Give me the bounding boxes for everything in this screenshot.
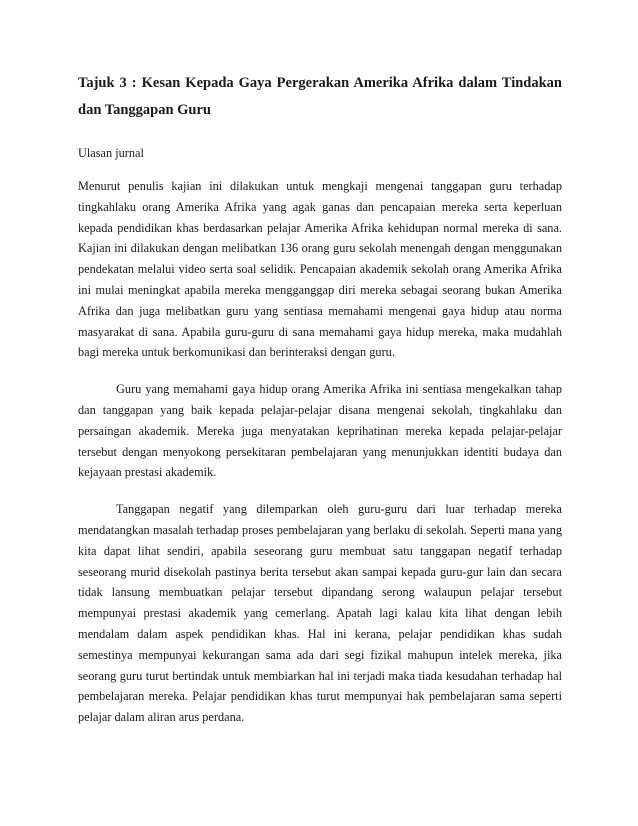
document-page bbox=[78, 70, 562, 728]
document-title: Tajuk 3 : Kesan Kepada Gaya Pergerakan Amerika Afrika dalam Tindakan dan Tanggapan Guru bbox=[78, 75, 562, 118]
paragraph-2: Guru yang memahami gaya hidup orang Amerika Afrika ini sentiasa mengekalkan tahap dan tanggapan yang baik kepada pelajar-pelajar disana mengenai sekolah, tingkahlaku dan persaingan akademik. Mereka juga menyatakan keprihatinan mereka kepada pelajar-pelajar tersebut dengan menyokong persekitaran pembelajaran yang menunjukkan identiti budaya dan kejayaan prestasi akademik. bbox=[78, 382, 562, 480]
paragraph-3: Tanggapan negatif yang dilemparkan oleh guru-guru dari luar terhadap mereka mendatangkan masalah terhadap proses pembelajaran yang berlaku di sekolah. Seperti mana yang kita dapat lihat sendiri, apabila seseorang guru membuat satu tanggapan negatif terhadap seseorang murid disekolah pastinya berita tersebut akan sampai kepada guru-gur lain dan secara tidak lansung membuatkan pelajar tersebut dipandang serong walaupun pelajar tersebut mempunyai prestasi akademik yang cemerlang. Apatah lagi kalau kita lihat dengan lebih mendalam dalam aspek pendidikan khas. Hal ini kerana, pelajar pendidikan khas sudah semestinya mempunyai kekurangan sama ada dari segi fizikal mahupun intelek mereka, jika seorang guru turut bertindak untuk membiarkan hal ini terjadi maka tiada kesudahan terhadap hal pembelajaran mereka. Pelajar pendidikan khas turut mempunyai hak pembelajaran sama seperti pelajar dalam aliran arus perdana. bbox=[78, 502, 562, 725]
section-subheading: Ulasan jurnal bbox=[78, 146, 144, 160]
paragraph-1: Menurut penulis kajian ini dilakukan untuk mengkaji mengenai tanggapan guru terhadap tingkahlaku orang Amerika Afrika yang agak ganas dan pencapaian mereka serta keperluan kepada pendidikan khas berdasarkan pelajar Amerika Afrika kehidupan normal mereka di sana. Kajian ini dilakukan dengan melibatkan 136 orang guru sekolah menengah dengan menggunakan pendekatan melalui video serta soal selidik. Pencapaian akademik sekolah orang Amerika Afrika ini mulai meningkat apabila mereka mengganggap diri mereka sebagai seorang bukan Amerika Afrika dan juga melibatkan guru yang sentiasa memahami mengenai gaya hidup atau norma masyarakat di sana. Apabila guru-guru di sana memahami gaya hidup mereka, maka mudahlah bagi mereka untuk berkomunikasi dan berinteraksi dengan guru. bbox=[78, 179, 562, 360]
